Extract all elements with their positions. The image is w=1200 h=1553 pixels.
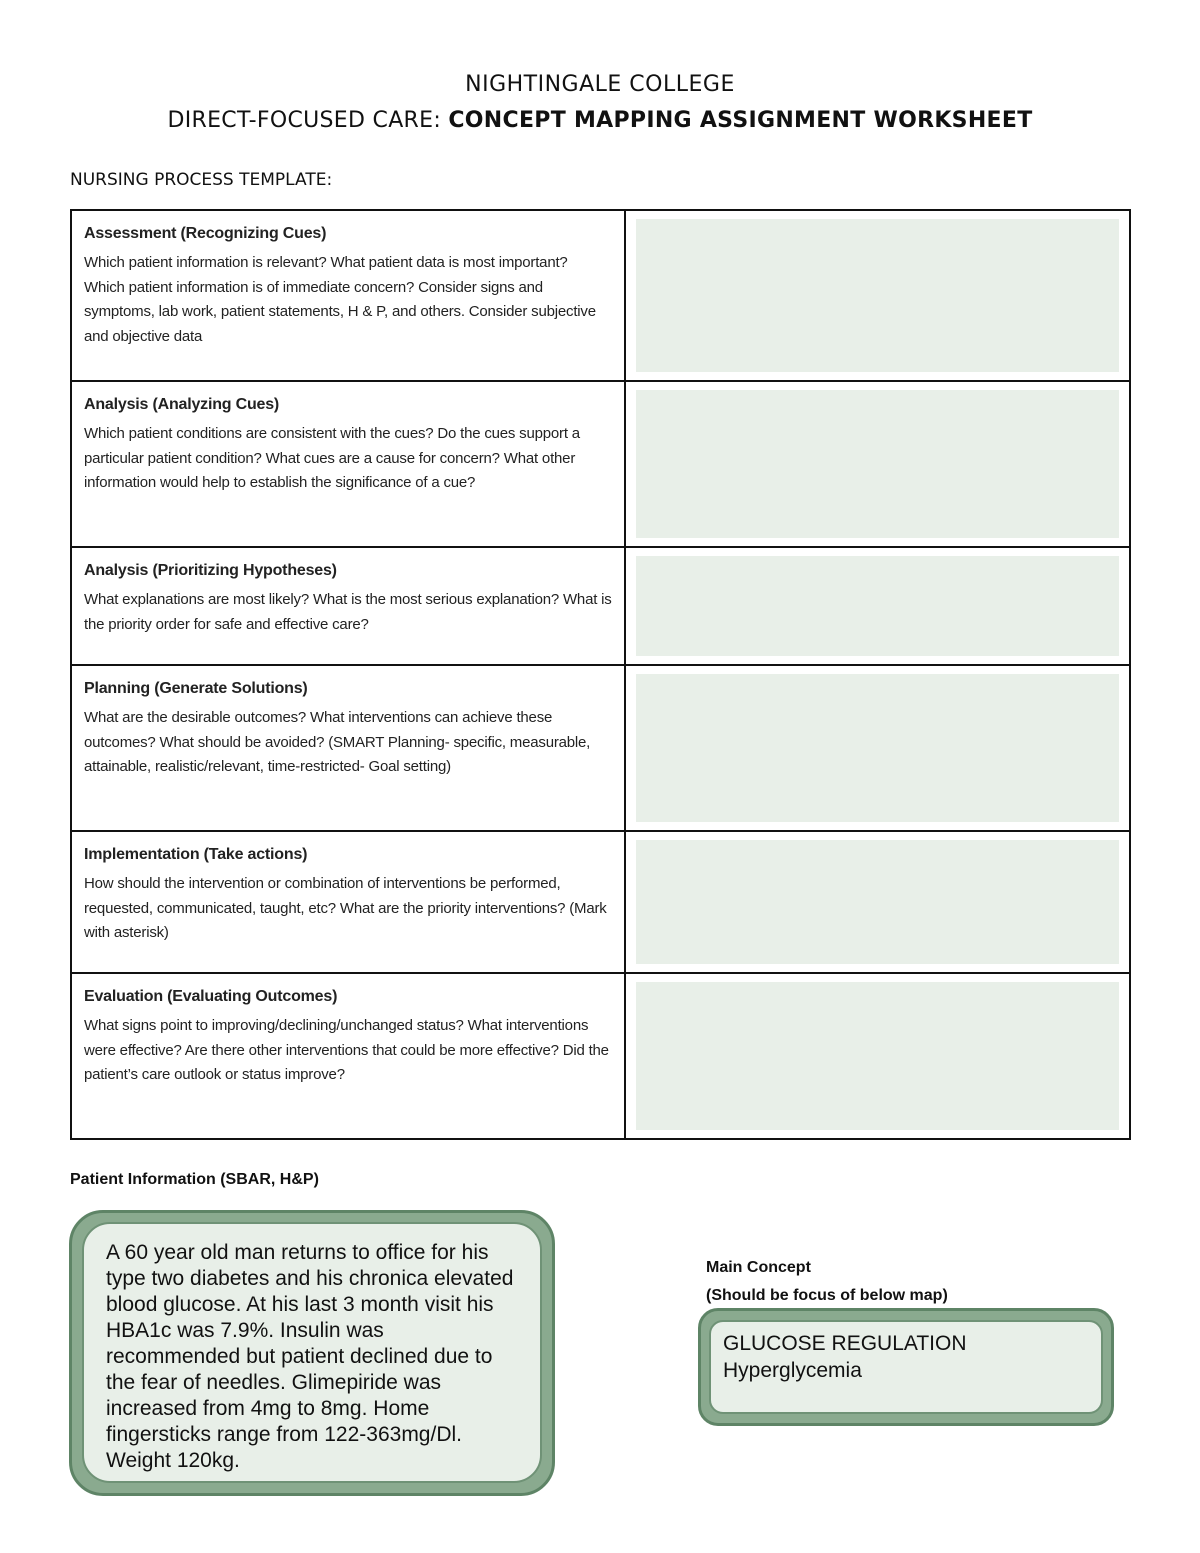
table-row [71,831,1130,973]
answer-cell [625,210,1130,381]
table-row [71,973,1130,1139]
row-title: Evaluation (Evaluating Outcomes) [84,988,338,1005]
title-prefix: DIRECT-FOCUSED CARE: [167,108,449,133]
table-row [71,665,1130,831]
answer-field[interactable] [636,982,1119,1130]
row-description: What signs point to improving/declining/unchanged status? What interventions were effective? Are there other interventions that could be more effective? Did the patient’s care outlook or status improve? [84,1017,609,1083]
main-concept-label [706,1254,948,1310]
table-row [71,547,1130,665]
table-row [71,381,1130,547]
row-prompt [71,381,625,547]
row-description: How should the intervention or combination of interventions be performed, requested, communicated, taught, etc? What are the priority interventions? (Mark with asterisk) [84,875,607,941]
answer-cell [625,665,1130,831]
worksheet-title [0,108,1200,133]
patient-info-text: A 60 year old man returns to office for his type two diabetes and his chronica elevated blood glucose. At his last 3 month visit his HBA1c was 7.9%. Insulin was recommended but patient declined due to the fear of needles. Glimepiride was increased from 4mg to 8mg. Home fingersticks range from 122-363mg/Dl. Weight 120kg. [106,1241,514,1472]
answer-field[interactable] [636,556,1119,656]
row-description: What are the desirable outcomes? What interventions can achieve these outcomes? What should be avoided? (SMART Planning- specific, measurable, attainable, realistic/relevant, time-restricted- Goal setting) [84,709,591,775]
main-concept-inner[interactable] [709,1320,1103,1414]
answer-field[interactable] [636,674,1119,822]
row-title: Assessment (Recognizing Cues) [84,225,327,242]
row-description: Which patient information is relevant? What patient data is most important? Which patient information is of immediate concern? Consider signs and symptoms, lab work, patient statements, H & P, and others. Consider subjective and objective data [84,254,596,345]
section-label: NURSING PROCESS TEMPLATE: [70,170,333,190]
answer-cell [625,973,1130,1139]
title-bold: CONCEPT MAPPING ASSIGNMENT WORKSHEET [448,108,1033,133]
row-description: Which patient conditions are consistent with the cues? Do the cues support a particular patient condition? What cues are a cause for concern? What other information would help to establish the significance of a cue? [84,425,580,491]
answer-field[interactable] [636,390,1119,538]
row-title: Planning (Generate Solutions) [84,680,308,697]
row-prompt [71,973,625,1139]
table-row [71,210,1130,381]
row-title: Implementation (Take actions) [84,846,308,863]
row-prompt [71,665,625,831]
nursing-process-table [70,209,1131,1140]
main-concept-box [698,1308,1114,1426]
row-title: Analysis (Prioritizing Hypotheses) [84,562,337,579]
answer-cell [625,381,1130,547]
row-prompt [71,831,625,973]
answer-cell [625,547,1130,665]
answer-field[interactable] [636,840,1119,964]
main-concept-label-line1: Main Concept [706,1259,811,1276]
patient-info-inner[interactable] [82,1222,542,1483]
row-description: What explanations are most likely? What is the most serious explanation? What is the priority order for safe and effective care? [84,591,612,633]
patient-info-box [69,1210,555,1496]
row-title: Analysis (Analyzing Cues) [84,396,280,413]
answer-field[interactable] [636,219,1119,372]
row-prompt [71,210,625,381]
main-concept-line1: GLUCOSE REGULATION [723,1332,967,1355]
row-prompt [71,547,625,665]
main-concept-line2: Hyperglycemia [723,1359,862,1382]
main-concept-label-line2: (Should be focus of below map) [706,1287,948,1304]
college-name: NIGHTINGALE COLLEGE [465,72,735,97]
answer-cell [625,831,1130,973]
patient-info-label: Patient Information (SBAR, H&P) [70,1171,319,1188]
